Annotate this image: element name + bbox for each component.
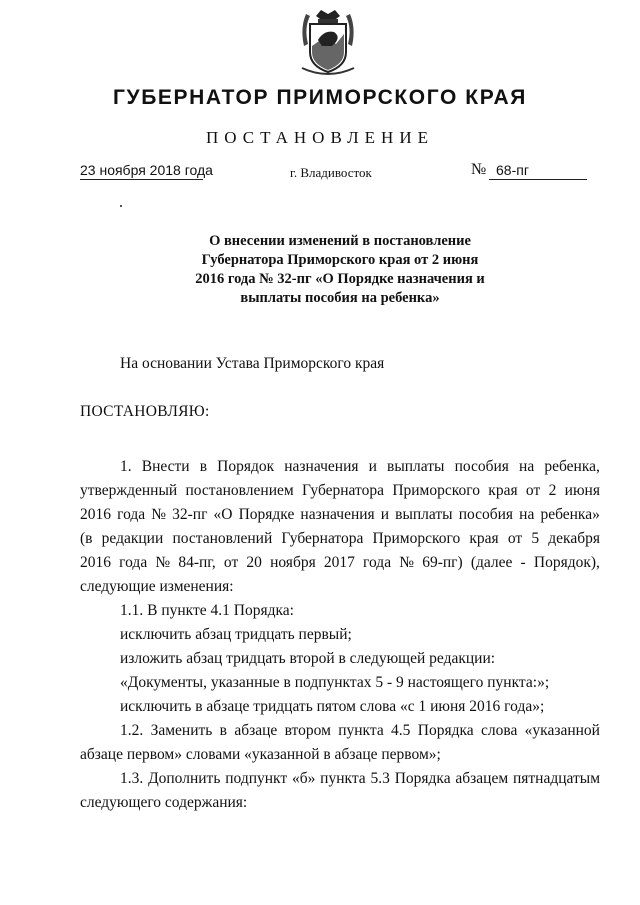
body-line — [80, 551, 600, 575]
body-word: редакции — [101, 530, 164, 547]
body-word: Порядок — [217, 458, 275, 475]
body-line: следующие изменения: — [80, 578, 234, 595]
body-word: в — [219, 722, 227, 739]
body-word: и — [368, 458, 377, 475]
body-word: пособия — [454, 458, 509, 475]
body-word: назначения — [284, 458, 359, 475]
body-word: ноября — [270, 554, 316, 571]
body-line — [80, 455, 600, 479]
body-word: назначения — [300, 506, 375, 523]
body-word: постановлением — [185, 482, 294, 499]
decree-heading: ПОСТАНОВЛЯЮ: — [80, 403, 210, 420]
body-word: края — [469, 530, 499, 547]
body-word: втором — [284, 722, 331, 739]
body-word: 20 — [246, 554, 262, 571]
body-word: года — [119, 554, 148, 571]
body-word: абзацем — [455, 770, 509, 787]
body-word: 5.3 — [370, 770, 390, 787]
body-word: пункта — [320, 770, 366, 787]
body-word: от — [507, 530, 523, 547]
body-word: подпункт — [225, 770, 288, 787]
body-word: утвержденный — [80, 482, 178, 499]
body-line: «Документы, указанные в подпунктах 5 - 9 настоящего пункта:»; — [120, 674, 550, 691]
body-word: 4.5 — [391, 722, 411, 739]
body-word: «б» — [291, 770, 316, 787]
body-word: (далее — [470, 554, 513, 571]
body-word: слова — [480, 722, 518, 739]
body-word: и — [380, 506, 390, 523]
body-word: в — [199, 458, 208, 475]
legal-basis: На основании Устава Приморского края — [120, 355, 385, 372]
body-word: № — [155, 554, 171, 571]
body-word: Приморского — [372, 530, 461, 547]
body-line: изложить абзац тридцать второй в следующей редакции: — [120, 650, 496, 667]
document-date: 23 ноября 2018 года — [80, 162, 213, 178]
body-line: исключить абзац тридцать первый; — [120, 626, 352, 643]
document-type: ПОСТАНОВЛЕНИЕ — [205, 128, 434, 147]
stray-mark — [120, 205, 122, 207]
body-word: 1. — [120, 458, 132, 475]
body-word: 1.2. — [120, 722, 144, 739]
body-line — [80, 479, 600, 503]
body-word: года — [117, 506, 146, 523]
body-word: ребенка, — [544, 458, 600, 475]
body-word: 5 — [531, 530, 540, 547]
body-word: 84-пг, — [178, 554, 216, 571]
body-word: Губернатора — [281, 530, 364, 547]
body-word: (в — [80, 530, 93, 547]
document-city: г. Владивосток — [290, 165, 372, 180]
body-word: пункта — [338, 722, 384, 739]
body-line — [80, 527, 600, 551]
coat-of-arms-emblem — [296, 6, 360, 78]
body-word: Порядка — [417, 722, 474, 739]
body-line: 1.1. В пункте 4.1 Порядка: — [120, 602, 294, 619]
body-word: выплаты — [395, 506, 453, 523]
body-word: 1.3. — [120, 770, 144, 787]
body-word: № — [151, 506, 167, 523]
title-line: 2016 года № 32-пг «О Порядке назначения и — [195, 271, 485, 287]
body-word: Порядке — [238, 506, 295, 523]
body-line — [80, 503, 600, 527]
body-word: Губернатора — [302, 482, 384, 499]
body-word: Порядка — [394, 770, 451, 787]
body-word: 32-пг — [172, 506, 208, 523]
body-word: пятнадцатым — [512, 770, 600, 787]
body-word: Внести — [141, 458, 190, 475]
document-title — [120, 232, 560, 308]
body-word: 2016 — [80, 506, 111, 523]
title-line: О внесении изменений в постановление — [209, 233, 471, 249]
body-word: 69-пг) — [422, 554, 463, 571]
body-word: ребенка» — [540, 506, 600, 523]
body-word: края — [488, 482, 518, 499]
title-line: Губернатора Приморского края от 2 июня — [201, 252, 479, 268]
body-word: на — [519, 506, 535, 523]
body-word: № — [399, 554, 415, 571]
title-line: выплаты пособия на ребенка» — [240, 290, 440, 306]
body-word: Дополнить — [148, 770, 221, 787]
body-word: «указанной — [524, 722, 600, 739]
date-underline — [80, 179, 203, 180]
body-word: 2016 — [80, 554, 111, 571]
body-word: года — [363, 554, 392, 571]
body-word: 2017 — [323, 554, 355, 571]
body-word: - — [520, 554, 526, 571]
body-word: Заменить — [150, 722, 213, 739]
body-word: 2 — [548, 482, 557, 499]
body-line: следующего содержания: — [80, 794, 248, 811]
body-line — [80, 719, 600, 743]
body-word: от — [223, 554, 239, 571]
body-line: исключить в абзаце тридцать пятом слова «с 1 июня 2016 года»; — [120, 698, 545, 715]
body-line: абзаце первом» словами «указанной в абзаце первом»; — [80, 746, 441, 763]
body-word: от — [525, 482, 541, 499]
body-word: выплаты — [387, 458, 445, 475]
body-line — [80, 767, 600, 791]
body-word: абзаце — [234, 722, 278, 739]
body-word: пособия — [458, 506, 514, 523]
body-word: на — [519, 458, 535, 475]
number-underline — [489, 179, 587, 180]
body-word: Порядок), — [533, 554, 600, 571]
body-word: июня — [564, 482, 600, 499]
issuing-authority: ГУБЕРНАТОР ПРИМОРСКОГО КРАЯ — [113, 86, 527, 109]
body-word: декабря — [548, 530, 600, 547]
body-word: постановлений — [172, 530, 273, 547]
body-word: «О — [213, 506, 233, 523]
document-body — [80, 455, 600, 815]
number-sign: № — [471, 161, 487, 178]
body-word: Приморского — [392, 482, 480, 499]
document-number: 68-пг — [496, 162, 529, 178]
